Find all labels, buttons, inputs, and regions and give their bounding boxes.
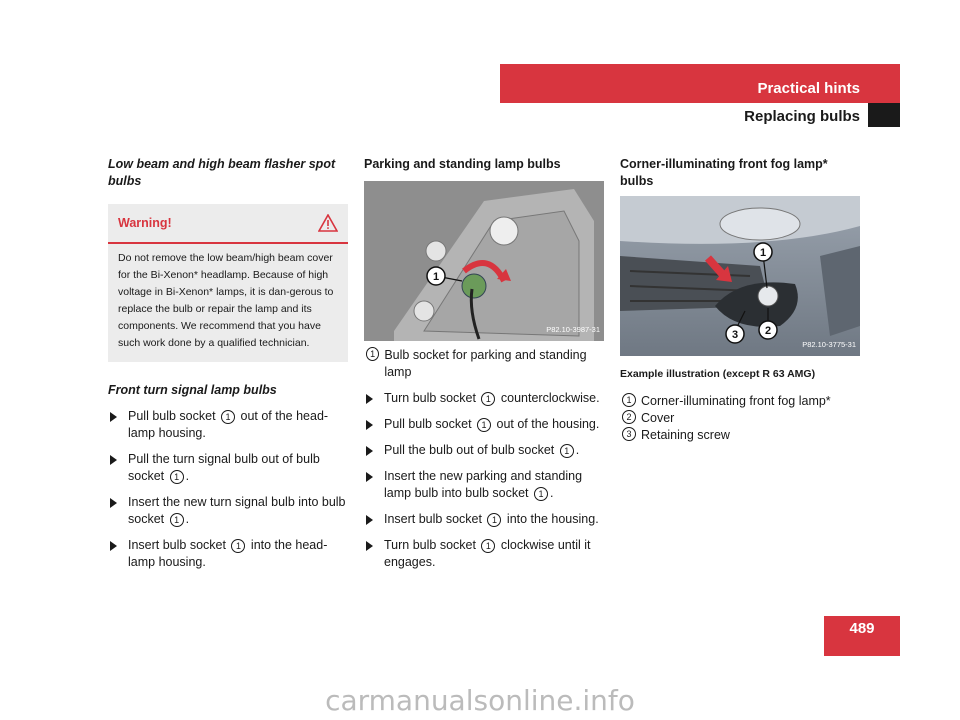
step-item [108,451,348,485]
steps-front-turn-signal [108,408,348,571]
step-text: into the head-lamp housing. [128,538,328,569]
step-item [108,494,348,528]
step-text: Pull bulb socket [384,417,476,431]
step-text: Insert the new parking and standing lamp bulb into bulb socket [384,469,583,500]
warning-text: Do not remove the low beam/high beam cover for the Bi-Xenon* headlamp. Because of high voltage in Bi-Xenon* lamps, it is dan-gerous to replace the bulb or repair the lamp and its components. We recommend that you have such work done by a qualified technician. [118,252,334,349]
parking-lamp-illustration [364,181,604,341]
page-subtitle: Replacing bulbs [744,108,860,125]
legend-text: Bulb socket for parking and standing lamp [384,348,587,379]
step-text: out of the head-lamp housing. [128,409,329,440]
bullet-arrow-icon [366,515,373,525]
step-item [364,468,604,502]
legend-text: Corner-illuminating front fog lamp* [641,394,831,408]
callout-number: 1 [622,393,636,407]
parking-lamp-photo [364,181,604,341]
callout-number: 1 [231,539,245,553]
step-text: . [575,443,580,457]
image-callout-2: 2 [764,325,772,337]
step-text: Insert the new turn signal bulb into bulb socket [128,495,346,526]
callout-number: 1 [170,513,184,527]
step-text: . [550,486,554,500]
legend-item [620,427,860,444]
legend-fog-lamp [620,393,860,444]
warning-title: Warning! [118,215,172,230]
image-callout-3: 3 [731,329,739,341]
callout-number: 1 [170,470,184,484]
legend-item [364,347,604,381]
page-number: 489 [824,616,900,656]
step-text: Pull bulb socket [128,409,220,423]
callout-number: 1 [534,487,548,501]
heading-low-beam: Low beam and high beam flasher spot bulbs [108,157,336,188]
legend-text: Cover [641,411,675,425]
step-item [364,511,604,528]
steps-parking-lamp [364,390,604,571]
callout-number: 1 [481,392,495,406]
callout-number: 2 [622,410,636,424]
step-item [108,408,348,442]
callout-number: 1 [560,444,574,458]
bullet-arrow-icon [366,420,373,430]
step-text: . [185,469,190,483]
legend-item [620,393,860,410]
watermark: carmanualsonline.info [325,684,635,717]
step-text: Insert bulb socket [384,512,486,526]
heading-front-turn-signal: Front turn signal lamp bulbs [108,383,277,397]
step-item [364,390,604,407]
step-text: into the housing. [503,512,599,526]
heading-fog-lamp: Corner-illuminating front fog lamp* bulbs [620,157,828,188]
callout-number: 1 [481,539,495,553]
image-reference: P82.10-3987-31 [546,325,600,334]
bullet-arrow-icon [366,394,373,404]
step-item [364,442,604,459]
step-text: out of the housing. [493,417,600,431]
callout-number: 1 [221,410,235,424]
step-text: Turn bulb socket [384,538,480,552]
fog-lamp-illustration [620,196,860,356]
callout-number: 1 [366,347,379,361]
step-item [108,537,348,571]
image-callout-1: 1 [759,247,767,259]
step-text: Pull the turn signal bulb out of bulb socket [128,452,320,483]
bullet-arrow-icon [366,472,373,482]
bullet-arrow-icon [366,446,373,456]
bullet-arrow-icon [366,541,373,551]
callout-number: 1 [487,513,501,527]
bullet-arrow-icon [110,455,117,465]
section-title: Practical hints [757,80,860,97]
warning-header [108,204,348,244]
fog-lamp-photo [620,196,860,356]
step-text: counterclockwise. [497,391,600,405]
image-caption: Example illustration (except R 63 AMG) [620,368,816,380]
bullet-arrow-icon [110,498,117,508]
header-bar [500,64,900,103]
step-text: . [185,512,190,526]
legend-parking-lamp [364,347,604,381]
step-item [364,537,604,571]
bullet-arrow-icon [110,412,117,422]
step-text: clockwise until it engages. [384,538,591,569]
warning-triangle-icon [318,214,338,232]
legend-text: Retaining screw [641,428,730,442]
warning-box [108,204,348,362]
image-callout-1: 1 [432,271,440,283]
heading-parking-lamp: Parking and standing lamp bulbs [364,157,561,171]
column-parking-lamp [364,156,604,571]
header-tab-marker [868,103,900,127]
step-text: Pull the bulb out of bulb socket [384,443,558,457]
callout-number: 3 [622,427,636,441]
column-low-beam [108,156,348,571]
bullet-arrow-icon [110,541,117,551]
step-item [364,416,604,433]
step-text: Insert bulb socket [128,538,230,552]
step-text: Turn bulb socket [384,391,480,405]
callout-number: 1 [477,418,491,432]
column-fog-lamp [620,156,860,444]
image-reference: P82.10-3775-31 [802,340,856,349]
legend-item [620,410,860,427]
